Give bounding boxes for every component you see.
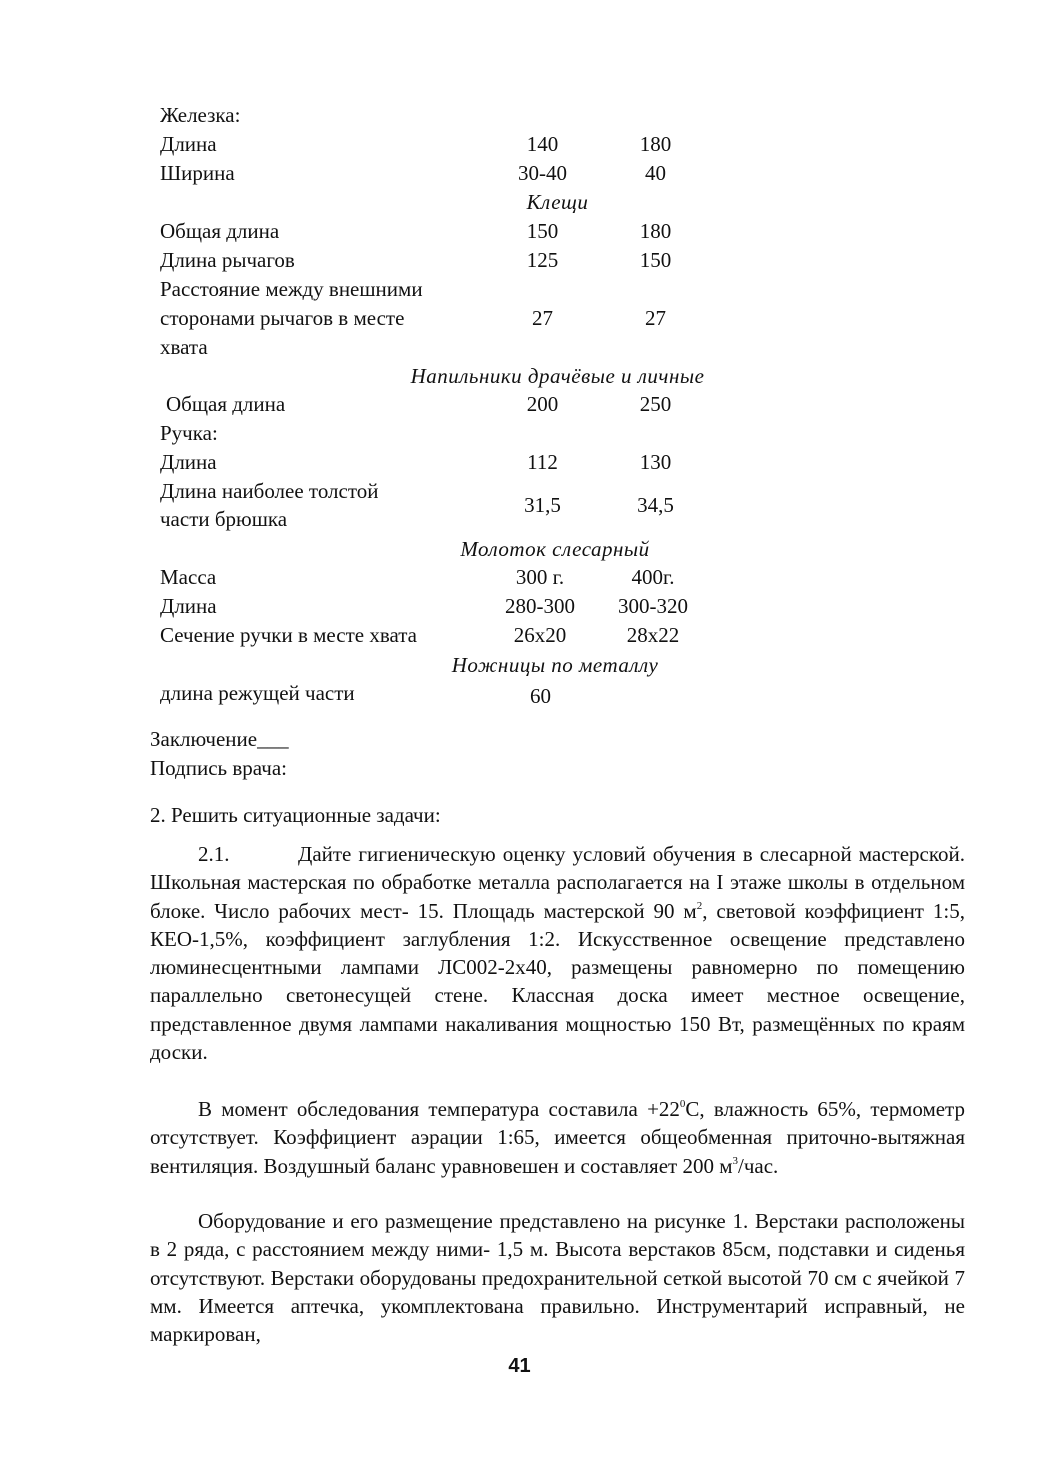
table-cell-value2: 34,5 (637, 493, 674, 517)
table-row-label: Длина (160, 594, 217, 618)
table-row-label: Сечение ручки в месте хвата (160, 623, 418, 647)
table-row-label-line3: хвата (160, 335, 208, 359)
table-cell-value1: 30-40 (518, 161, 567, 185)
signature-label: Подпись врача: (150, 756, 287, 780)
task-heading: 2. Решить ситуационные задачи: (150, 803, 441, 827)
table-cell-value2: 28х22 (626, 623, 680, 647)
table-cell-value2: 180 (639, 219, 672, 243)
paragraph-text: /час. (738, 1153, 779, 1178)
table-row-label-line1: Расстояние между внешними (160, 277, 423, 301)
table-cell-value2: 40 (645, 161, 666, 185)
table-cell-value1: 140 (526, 132, 559, 156)
table-row-label: длина режущей части (160, 681, 355, 705)
table-cell-value2: 150 (639, 248, 672, 272)
task-number: 2.1. (198, 842, 230, 866)
paragraph-task-2-1 (150, 840, 965, 1066)
page-number: 41 (508, 1355, 531, 1377)
table-cell-value2: 250 (639, 392, 672, 416)
table-cell-value1: 300 г. (515, 565, 565, 589)
table-row-label: Длина (160, 132, 217, 156)
paragraph-text: В момент обследования температура составила +22 (198, 1097, 680, 1121)
table-cell-value1: 112 (527, 450, 558, 474)
paragraph-text: Дайте гигиеническую оценку условий обучения в слесарной мастерской. Школьная мастерская по обработке металла располагается на I этаже школы в отдельном блоке. Число рабочих мест- 15. Площадь мастерской 90 м (150, 842, 965, 923)
table-row-label: Масса (160, 565, 217, 589)
table-row-label-line2: сторонами рычагов в месте (160, 306, 405, 330)
section-heading-napilniki: Напильники драчёвые и личные (410, 364, 705, 388)
table-cell-value1: 60 (530, 684, 551, 708)
ruchka-header: Ручка: (160, 421, 218, 445)
table-cell-value1: 26х20 (513, 623, 567, 647)
table-cell-value1: 280-300 (505, 594, 575, 618)
conclusion-label: Заключение___ (150, 727, 289, 751)
section-heading-kleshchi: Клещи (526, 190, 589, 214)
paragraph-text: С, влажность 65%, термометр отсутствует. Коэффициент аэрации 1:65, имеется общеобменная приточно-вытяжная вентиляция. Воздушный баланс уравновешен и составляет 200 м (150, 1097, 965, 1178)
table-cell-value1: 31,5 (524, 493, 561, 517)
table-cell-value1: 200 (526, 392, 559, 416)
section-heading-molotok: Молоток слесарный (460, 537, 650, 561)
table-row-label-line1: Длина наиболее толстой (160, 479, 379, 503)
paragraph-text: , световой коэффициент 1:5, КЕО-1,5%, коэффициент заглубления 1:2. Искусственное освещение представлено люминесцентными лампами ЛС002-2х40, размещены равномерно по помещению параллельно светонесущей стене. Классная доска имеет местное освещение, представленное двумя лампами накаливания мощностью 150 Вт, размещённых по краям доски. (150, 898, 965, 1065)
table-cell-value1: 150 (526, 219, 559, 243)
table-cell-value2: 180 (639, 132, 672, 156)
table-cell-value2: 130 (639, 450, 672, 474)
superscript: 3 (732, 1154, 738, 1167)
paragraph-text: Оборудование и его размещение представлено на рисунке 1. Верстаки расположены в 2 ряда, с расстоянием между ними- 1,5 м. Высота верстаков 85см, подставки и сиденья отсутствуют. Верстаки оборудованы предохранительной сеткой высотой 70 см с ячейкой 7 мм. Имеется аптечка, укомплектована правильно. Инструментарий исправный, не маркирован, (150, 1209, 965, 1347)
table-row-label-line2: части брюшка (160, 507, 288, 531)
table-row-label: Длина рычагов (160, 248, 295, 272)
table-cell-value2: 27 (645, 306, 666, 330)
section-heading-nozhnitsy: Ножницы по металлу (451, 653, 659, 677)
table-row-label: Длина (160, 450, 217, 474)
table-cell-value1: 125 (526, 248, 559, 272)
table-row-label: Общая длина (160, 219, 280, 243)
degree-superscript: 0 (679, 1098, 686, 1110)
table-row-label: Общая длина (166, 392, 286, 416)
table-cell-value2: 400г. (631, 565, 675, 589)
superscript: 2 (696, 899, 703, 912)
table-cell-value2: 300-320 (618, 594, 688, 618)
zhelezka-header: Железка: (160, 103, 241, 127)
table-cell-value1: 27 (532, 306, 553, 330)
paragraph-conditions (150, 1095, 965, 1180)
table-row-label: Ширина (160, 161, 235, 185)
paragraph-equipment (150, 1207, 965, 1348)
